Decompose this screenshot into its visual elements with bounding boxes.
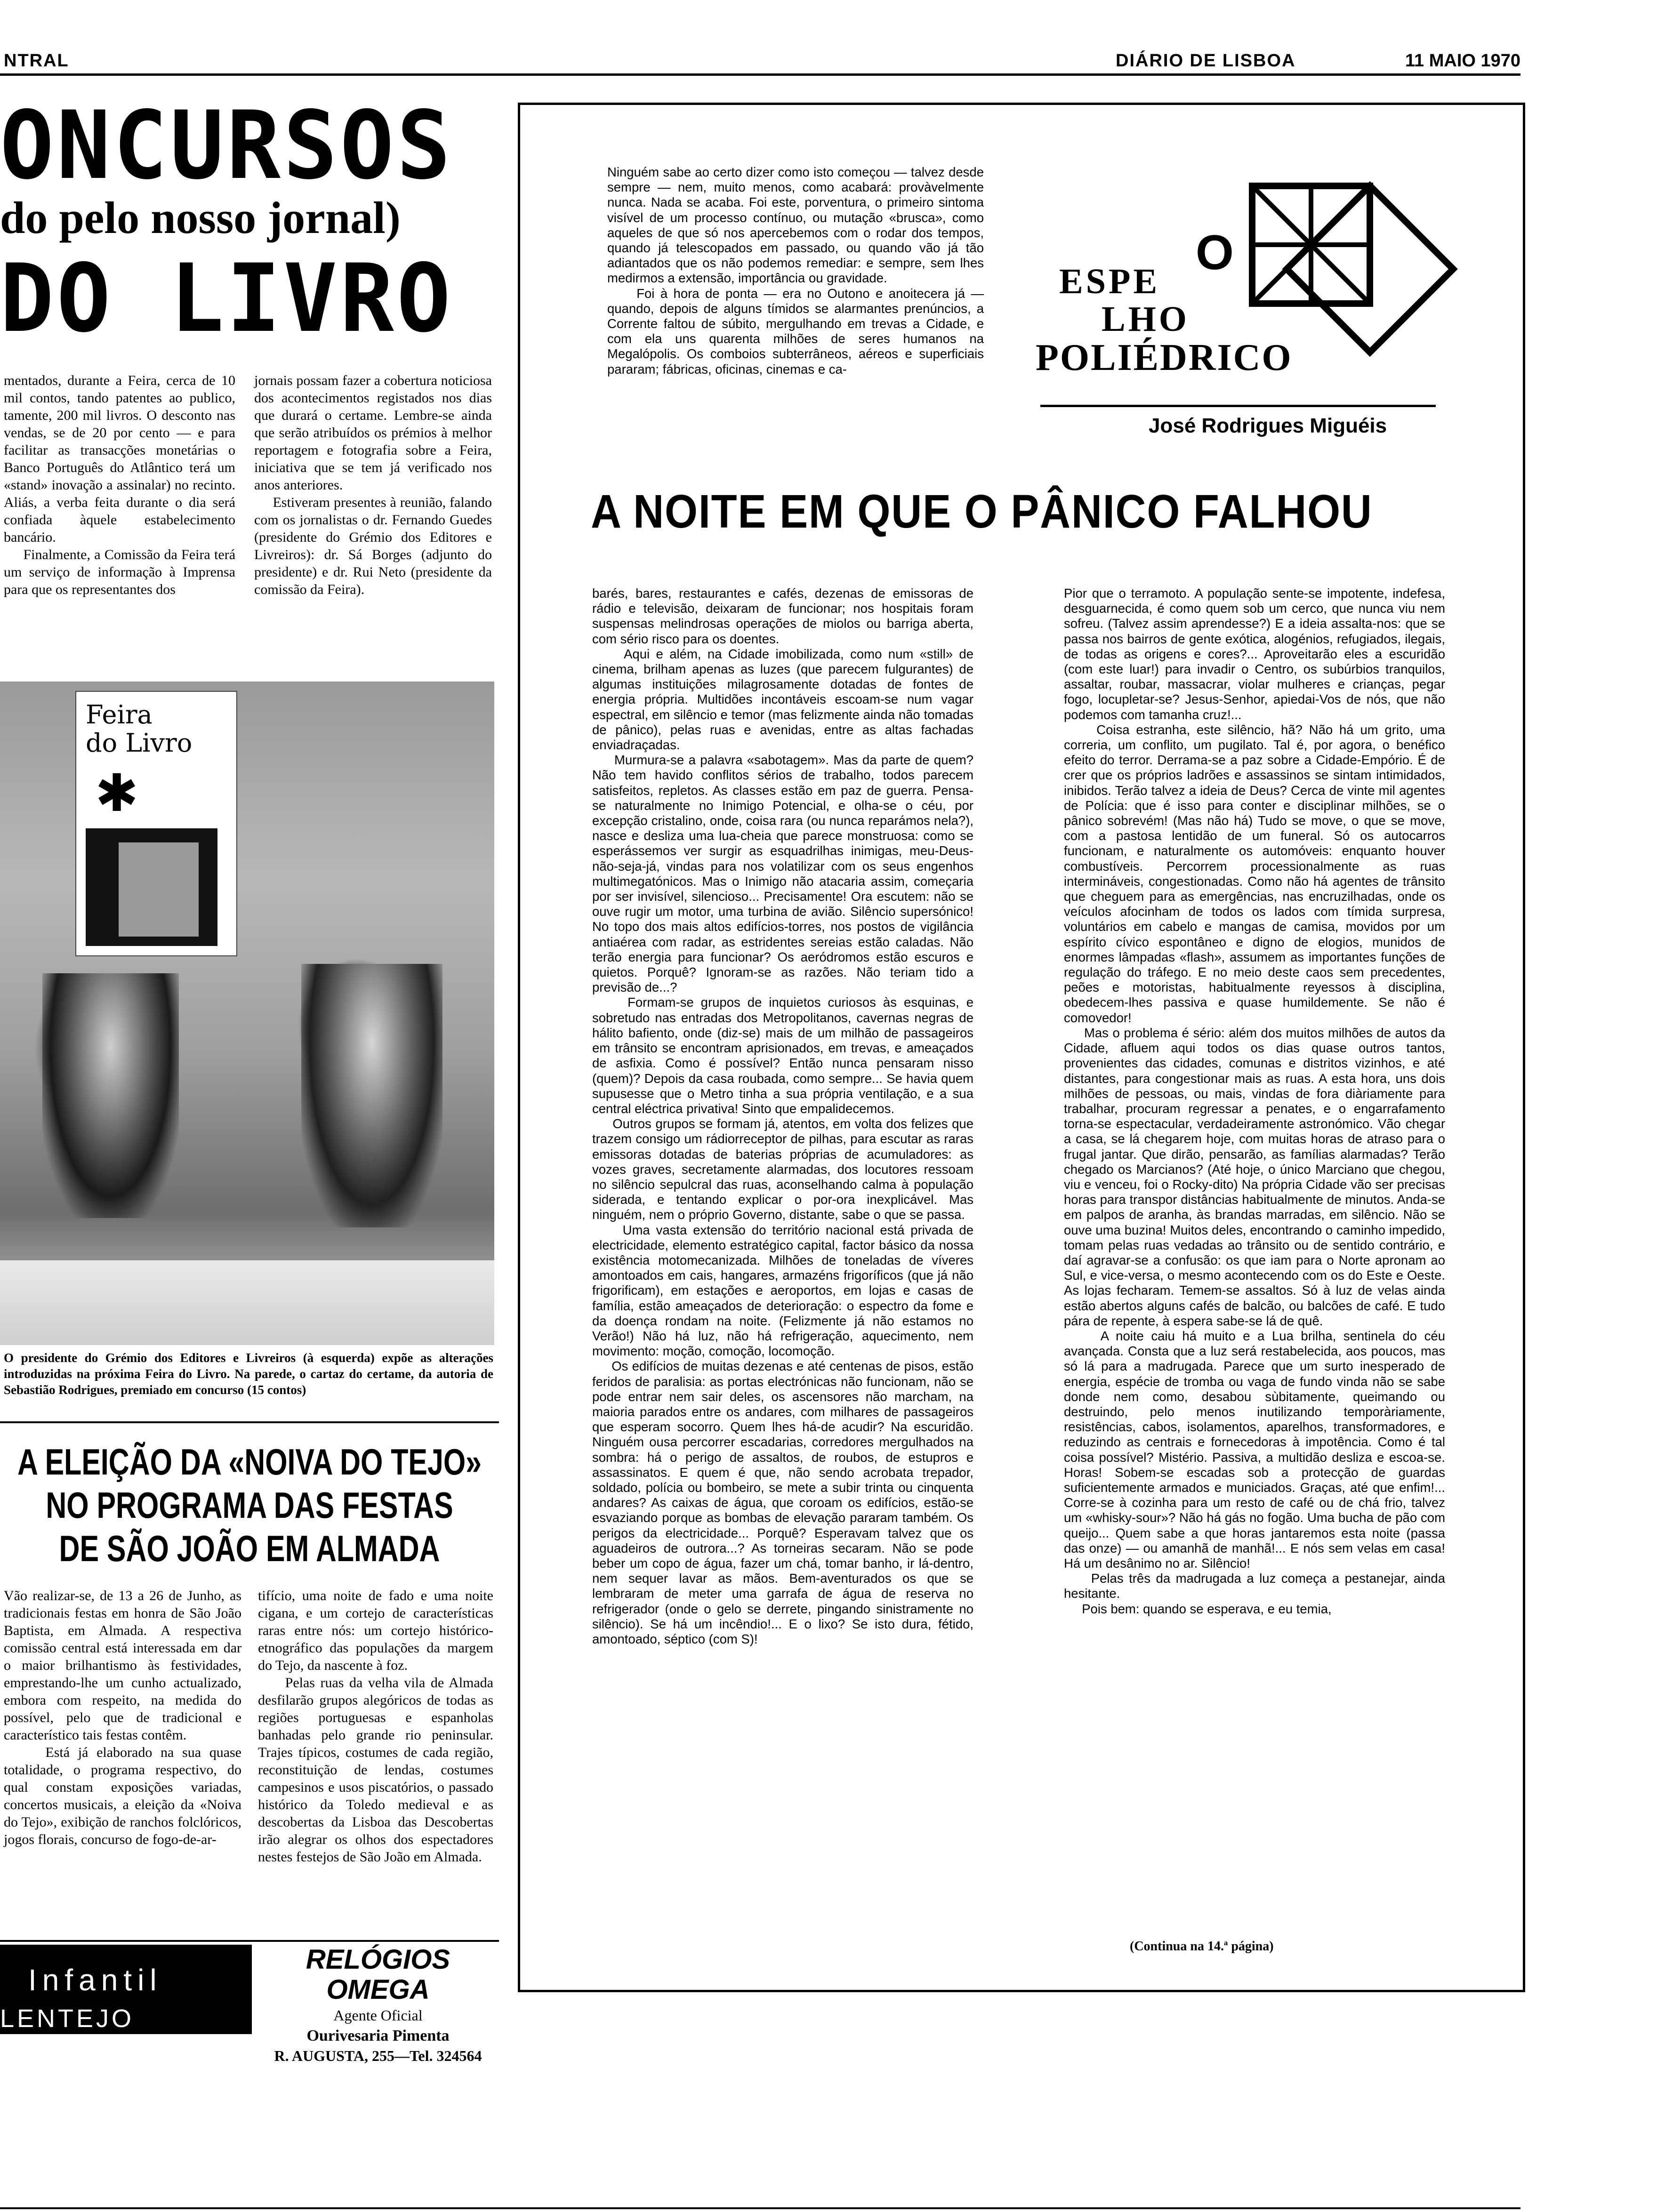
almada-headline-line2: NO PROGRAMA DAS FESTAS: [46, 1484, 453, 1526]
left-article-col1: mentados, durante a Feira, cerca de 10 mil contos, tando patentes ao publico, tamente, 200 mil livros. O desconto nas vendas, se de 20 por cento — e para facilitar as transacções monetárias o Banco Português do Atlântico terá um «stand» inovação a assinalar) no recinto. Aliás, a verba feita durante o dia será confiada àquele estabelecimento bancário. Finalmente, a Comissão da Feira terá um serviço de informação à Imprensa para que os representantes dos: [4, 373, 236, 597]
rubric-bottom: POLIÉDRICO: [1036, 337, 1293, 378]
almada-col1: Vão realizar-se, de 13 a 26 de Junho, as tradicionais festas em honra de São João Baptista, em Almada. A respectiva comissão central está interessada em dar o maior brilhantismo às festividades, emprestando-lhe um cunho actualizado, embora com respeito, na medida do possível, pelo que de tradicional e característico tais festas contêm. Está já elaborado na sua quase totalidade, o programa respectivo, do qual constam exposições variadas, concertos musicais, a eleição da «Noiva do Tejo», exibição de ranchos folclóricos, jogos florais, concurso de fogo-de-ar-: [4, 1588, 241, 1847]
feature-col-b: Pior que o terramoto. A população sente-se impotente, indefesa, desguarnecida, é como quem sob um cerco, que nunca viu nem sofreu. (Talvez assim aprendesse?) E a ideia assalta-nos: que se passa nos bairros de gente exótica, alogénios, refugiados, ilegais, de todas as origens e cores?... Aproveitarão eles a escuridão (com este luar!) para invadir o Centro, os subúrbios tranquilos, assaltar, roubar, massacrar, violar mulheres e crianças, pegar fogo, locupletar-se? Jesus-Senhor, apiedai-Vos de nós, que não podemos com tamanha cruz!... Coisa estranha, este silêncio, hã? Não há um grito, uma correria, um conflito, um pugilato. Tal é, por agora, o benéfico efeito do terror. Derrama-se a paz sobre a Cidade-Empório. É de crer que os próprios ladrões e assassinos se sintam intimidados, inibidos. Terão talvez a ideia de Deus? Cerca de vinte mil agentes de Polícia: que é isso para conter e disciplinar milhões, se o pânico sobrevém! (Mas não há) Tudo se move, o que se move, com a pastosa lentidão de um funeral. Só os autocarros funcionam, e naturalmente os automóveis: enquanto houver combustíveis. Percorrem processionalmente as ruas intermináveis, congestionadas. Como não há agentes de trânsito que cheguem para as emergências, nas encruzilhadas, onde os veículos afocinham de todos os lados com tímida surpresa, voluntários em cabelo e mangas de camisa, movidos por um espírito cívico espontâneo e digno de elogios, munidos de enormes lâmpadas «flash», assumem as importantes funções de regulação do tráfego. E no meio deste caos sem precedentes, peões e motoristas, habitualmente reyessos à disciplina, obedecem-lhes passiva e quase humildemente. Se não é comovedor! Mas o problema é sério: além dos muitos milhões de autos da Cidade, afluem aqui todos os dias quase outros tantos, provenientes das cidades, comunas e distritos vizinhos, e até distantes, para congestionar mais as ruas. A esta hora, uns dois milhões de pessoas, ou mais, vindas de fora diàriamente para trabalhar, procuram regressar a penates, e o engarrafamento torna-se espectacular, verdadeiramente astronómico. Vão chegar a casa, se lá chegarem hoje, com muitas horas de atraso para o frugal jantar. Que dirão, pensarão, as famílias alarmadas? Terão chegado os Marcianos? (Até hoje, o único Marciano que chegou, viu e venceu, foi o Rocky-dito) Na própria Cidade vão ser precisas horas para transpor distâncias habitualmente de minutos. Anda-se em palpos de aranha, às brandas marradas, em silêncio. Não se ouve uma buzina! Muitos deles, encontrando o caminho impedido, tomam pelas ruas vedadas ao trânsito ou de sentido contrário, e daí agravar-se a confusão: os que iam para o Norte apronam ao Sul, e vice-versa, o mesmo acontecendo com os do Este e Oeste. As lojas fecharam. Temem-se assaltos. Só à luz de velas ainda estão abertos alguns cafés de balcão, ou balcões de café. E tudo pára de repente, à espera sabe-se lá de quê. A noite caiu há muito e a Lua brilha, sentinela do céu avançada. Consta que a luz será restabelecida, aos poucos, mas só lá para a madrugada. Parece que um surto inesperado de energia, espécie de tromba ou vaga de fundo vinda não se sabe donde nem como, desabou sùbitamente, queimando ou destruindo, pelo menos inutilizando temporàriamente, resistências, cabos, isolamentos, aparelhos, transformadores, e reduzindo as centrais e fornecedoras à impotência. Como é tal coisa possível? Mistério. Passiva, a multidão desliza e escoa-se. Horas! Sobem-se escadas sob a protecção de guardas suficientemente armados e municiados. Graças, até que enfim!... Corre-se à cozinha para um resto de café ou de chá frio, talvez um «whisky-sour»? Não há gás no fogão. Uma bucha de pão com queijo... Quem sabe a que horas jantaremos esta noite (passa das onze) — ou amanhã de manhã!... E nós sem velas em casa! Há um desânimo no ar. Silêncio! Pelas três da madrugada a luz começa a pestanejar, ainda hesitante. Pois bem: quando se esperava, e eu temia,: [1064, 586, 1445, 1616]
poster-book-page: [119, 842, 199, 937]
feature-col-a: barés, bares, restaurantes e cafés, dezenas de emissoras de rádio e televisão, deixaram de funcionar; nos hospitais foram suspensas melindrosas operações de miolos ou barriga aberta, com sério risco para os doentes. Aqui e além, na Cidade imobilizada, como num «still» de cinema, brilham apenas as luzes (que parecem fulgurantes) de algumas instituições milagrosamente dotadas de fontes de energia própria. Multidões incontáveis escoam-se num vagar espectral, em silêncio e temor (mas felizmente ainda não tomadas de pânico), pelas ruas e avenidas, entre as altas fachadas enviadraçadas. Murmura-se a palavra «sabotagem». Mas da parte de quem? Não tem havido conflitos sérios de trabalho, todos parecem satisfeitos, repletos. As classes estão em paz de guerra. Pensa-se naturalmente no Inimigo Potencial, e olha-se o céu, por excepção cristalino, onde, coisa rara (ou nunca reparámos nela?), nasce e desliza uma lua-cheia que parece monstruosa: como se esperássemos ver surgir as esquadrilhas inimigas, meu-Deus-não-seja-já, vindas para nos volatilizar com os seus engenhos multimegatónicos. Mas o Inimigo não atacaria assim, começaria por ser invisível, silencioso... Precisamente! Ora escutem: não se ouve rugir um motor, uma turbina de avião. Silêncio supersónico! No topo dos mais altos edifícios-torres, nos postos de vigilância antiaérea com radar, as estridentes sereias estão caladas. Não terão energia para funcionar? Os aeródromos estão escuros e quietos. Porquê? Ignoram-se as razões. Não teriam tido a previsão de...? Formam-se grupos de inquietos curiosos às esquinas, e sobretudo nas entradas dos Metropolitanos, cavernas negras de hálito bafiento, onde (diz-se) mais de um milhão de passageiros em trânsito se encontram aprisionados, em trevas, e ameaçados de asfixia. Como é possível? Então nunca pensaram nisso (quem)? Depois da casa roubada, como sempre... Se havia quem supusesse que o Metro tinha a sua própria ventilação, e a sua central eléctrica privativa! Sinto que empalidecemos. Outros grupos se formam já, atentos, em volta dos felizes que trazem consigo um rádiorreceptor de pilhas, para escutar as raras emissoras dotadas de baterias próprias de acumuladores: as vozes graves, secretamente alarmadas, dos locutores ressoam no silêncio sepulcral das ruas, aconselhando calma à população siderada, e tentando explicar o por-ora inexplicável. Mas ninguém, nem o próprio Governo, distante, sabe o que se passa. Uma vasta extensão do território nacional está privada de electricidade, elemento estratégico capital, factor básico da nossa existência motomecanizada. Milhões de toneladas de víveres amontoados em cais, hangares, armazéns frigoríficos (que já não frigorificam), em estações e aeroportos, em lojas e casas de família, estão ameaçados de deterioração: o espectro da fome e da doença rondam na noite. (Felizmente já não estamos no Verão!) Não há luz, não há refrigeração, aquecimento, nem movimento: moção, comoção, locomoção. Os edifícios de muitas dezenas e até centenas de pisos, estão feridos de paralisia: as portas electrónicas não funcionam, não se pode entrar nem sair deles, os ascensores não marcham, na maioria parados entre os andares, com milhares de passageiros que esperam socorro. Quem lhes há-de acudir? Na escuridão. Ninguém ousa percorrer escadarias, corredores mergulhados na sombra: há o perigo de assaltos, de roubos, de estupros e assassinatos. E quem é que, não sendo acrobata trepador, soldado, polícia ou bombeiro, se mete a subir trinta ou cinquenta andares? As caixas de água, que coroam os edifícios, estão-se esvaziando porque as bombas de elevação pararam também. Os perigos da electricidade... Porquê? Esperavam talvez que os aguadeiros de outrora...? As torneiras secaram. Não se pode beber um copo de água, fazer um chá, tomar banho, ir lá-dentro, nem sequer lavar as mãos. Bem-aventurados os que se lembraram de meter uma garrafa de água de reserva no refrigerador (onde o gelo se derrete, pingando sinistramente no silêncio). Se há um incêndio!... E o lixo? Se isto dura, fétido, amontoado, séptico (com S)!: [592, 586, 974, 1647]
person-right: [301, 964, 442, 1227]
issue-date: 11 MAIO 1970: [1405, 51, 1521, 71]
rubric-mid1: ESPE: [1059, 262, 1160, 301]
poster-flower-icon: ✱: [95, 763, 139, 823]
person-left: [42, 973, 179, 1218]
feature-continues: (Continua na 14.ª página): [1130, 1939, 1274, 1954]
rubric-logo: [1031, 169, 1436, 386]
headline-subtitle: do pelo nosso jornal): [0, 192, 401, 243]
rubric-rule: [1040, 405, 1436, 407]
headline-do-livro: DO LIVRO: [0, 244, 454, 353]
page-bottom-rule: [0, 2207, 1520, 2209]
feature-intro: Ninguém sabe ao certo dizer como isto começou — talvez desde sempre — nem, muito menos, como acabará: provàvelmente nunca. Nada se acaba. Foi este, porventura, o primeiro sintoma visível de um processo contínuo, ou mutação «brusca», como aqueles de que só nos apercebemos com o rodar dos tempos, quando já telescopados em passado, ou quando vão já tão adiantados que os não podemos remediar: e sempre, sem lhes medirmos a extensão, importância ou gravidade. Foi à hora de ponta — era no Outono e anoitecera já — quando, depois de alguns tímidos se alarmantes prenúncios, a Corrente faltou de súbito, mergulhando em trevas a Cidade, e com ela uns quarenta milhões de seres humanos na Megalópolis. Os comboios subterrâneos, aéreos e superficiais pararam; fábricas, oficinas, cinemas e ca-: [607, 165, 984, 377]
photo-caption: O presidente do Grémio dos Editores e Livreiros (à esquerda) expõe as alterações introduzidas na próxima Feira do Livro. Na parede, o cartaz do certame, da autoria de Sebastião Rodrigues, premiado em concurso (15 contos): [4, 1351, 493, 1397]
poster-title-line2: do Livro: [86, 728, 193, 758]
masthead-rule: [0, 73, 1520, 76]
omega-agent: Agente Oficial: [333, 2007, 423, 2024]
omega-title: RELÓGIOS OMEGA: [306, 1944, 450, 2005]
section-tag: NTRAL: [4, 51, 69, 71]
omega-address: R. AUGUSTA, 255—Tel. 324564: [274, 2047, 482, 2064]
almada-headline-line3: DE SÃO JOÃO EM ALMADA: [59, 1528, 440, 1569]
feature-title: A NOITE EM QUE O PÂNICO FALHOU: [591, 485, 1373, 538]
ad-omega: [258, 1944, 498, 2064]
headline-concursos: ONCURSOS: [0, 91, 454, 200]
rubric-mid2: LHO: [1102, 299, 1190, 339]
book-fair-poster: [75, 691, 237, 956]
ads-top-rule: [0, 1940, 499, 1942]
press-conference-photo: [0, 681, 494, 1345]
polyhedron-icon: [1240, 174, 1382, 315]
ad-infantil-line1: Infantil: [28, 1963, 162, 1997]
almada-col2: tifício, uma noite de fado e uma noite cigana, e um cortejo de características raras entre nós: um cortejo histórico-etnográfico das populações da margem do Tejo, da nascente à foz. Pelas ruas da velha vila de Almada desfilarão grupos alegóricos de todas as regiões portuguesas e espanholas banhadas pelo grande rio peninsular. Trajes típicos, costumes de cada região, reconstituição de lendas, costumes campesinos e usos piscatórios, o passado histórico da Toledo medieval e as descobertas da Lisboa das Descobertas irão alegrar os olhos dos espectadores nestes festejos de São João em Almada.: [258, 1588, 494, 1865]
rubric-top-letter: O: [1196, 225, 1234, 280]
ad-infantil: [0, 1945, 252, 2034]
poster-title-line1: Feira: [86, 700, 153, 729]
omega-store: Ourivesaria Pimenta: [306, 2027, 450, 2044]
paper-name: DIÁRIO DE LISBOA: [1116, 51, 1296, 71]
caption-rule: [0, 1421, 499, 1423]
table-surface: [0, 1260, 494, 1345]
left-article-col2: jornais possam fazer a cobertura noticiosa dos acontecimentos registados nos dias que durará o certame. Lembre-se ainda que serão atribuídos os prémios à melhor reportagem e fotografia sobre a Feira, iniciativa que se tem já verificado nos anos anteriores. Estiveram presentes à reunião, falando com os jornalistas o dr. Fernando Guedes (presidente do Grémio dos Editores e Livreiros): dr. Sá Borges (adjunto do presidente) e dr. Rui Neto (presidente da comissão da Feira).: [254, 373, 492, 597]
almada-headline-line1: A ELEIÇÃO DA «NOIVA DO TEJO»: [17, 1441, 482, 1483]
ad-infantil-line2: LENTEJO: [0, 2004, 135, 2033]
feature-author: José Rodrigues Miguéis: [1149, 414, 1387, 437]
